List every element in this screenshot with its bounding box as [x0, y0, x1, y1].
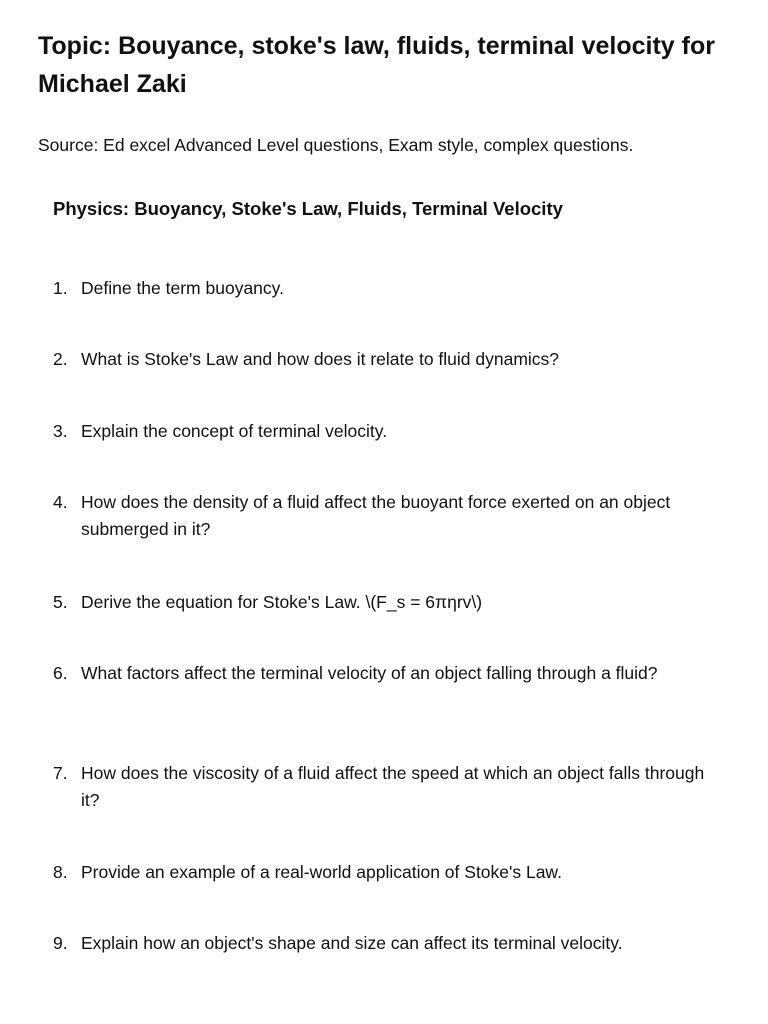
question-item	[53, 346, 713, 373]
question-text: How does the viscosity of a fluid affect the speed at which an object falls through it?	[81, 763, 705, 810]
question-text: Explain the concept of terminal velocity.	[81, 421, 388, 441]
question-number: 3.	[53, 421, 68, 441]
question-number: 4.	[53, 492, 68, 512]
question-number: 2.	[53, 349, 68, 369]
question-item	[53, 589, 713, 616]
question-number: 7.	[53, 763, 68, 783]
question-item	[53, 660, 713, 687]
question-text: Define the term buoyancy.	[81, 278, 284, 298]
question-item	[53, 859, 713, 886]
question-number: 1.	[53, 278, 68, 298]
question-number: 9.	[53, 933, 68, 953]
subject-heading: Physics: Buoyancy, Stoke's Law, Fluids, Terminal Velocity	[53, 198, 563, 219]
question-text: What is Stoke's Law and how does it relate to fluid dynamics?	[81, 349, 560, 369]
topic-title: Topic: Bouyance, stoke's law, fluids, terminal velocity for Michael Zaki	[38, 32, 715, 98]
question-text: Provide an example of a real-world application of Stoke's Law.	[81, 862, 562, 882]
question-number: 6.	[53, 663, 68, 683]
question-number: 5.	[53, 592, 68, 612]
question-item	[53, 930, 713, 957]
question-text: How does the density of a fluid affect the buoyant force exerted on an object submerged in it?	[81, 492, 671, 539]
question-text: Explain how an object's shape and size can affect its terminal velocity.	[81, 933, 623, 953]
question-text: Derive the equation for Stoke's Law. \(F_s = 6πηrv\)	[81, 592, 483, 612]
question-item	[53, 418, 713, 445]
question-item	[53, 489, 713, 543]
question-item	[53, 275, 713, 302]
source-line: Source: Ed excel Advanced Level questions, Exam style, complex questions.	[38, 135, 634, 155]
question-item	[53, 760, 713, 814]
question-number: 8.	[53, 862, 68, 882]
question-text: What factors affect the terminal velocity of an object falling through a fluid?	[81, 663, 658, 683]
